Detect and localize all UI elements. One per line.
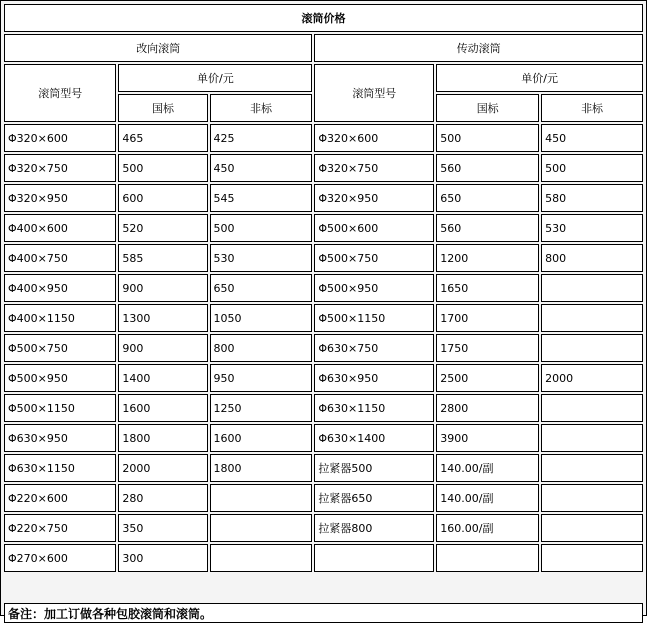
table-row [4,214,643,242]
table-row [4,154,643,182]
right-model-cell: Φ500×950 [314,274,434,302]
left-model-cell: Φ320×950 [4,184,116,212]
right-national-price: 140.00/副 [436,484,539,512]
left-national-price: 900 [118,274,207,302]
left-nonstandard-price: 545 [210,184,313,212]
right-national-price: 1650 [436,274,539,302]
table-row [4,334,643,362]
right-national-price: 500 [436,124,539,152]
left-national-price: 900 [118,334,207,362]
right-nonstandard-price [541,274,643,302]
left-nonstandard-price: 425 [210,124,313,152]
right-nonstandard-price [541,304,643,332]
left-nonstandard-price [210,484,313,512]
left-model-cell: Φ500×950 [4,364,116,392]
table-row [4,124,643,152]
left-nonstandard-price: 1050 [210,304,313,332]
left-nonstandard-price: 1250 [210,394,313,422]
right-nonstandard-price [541,514,643,542]
right-model-cell: 拉紧器500 [314,454,434,482]
left-nonstandard-header: 非标 [210,94,313,122]
left-national-price: 300 [118,544,207,572]
right-nonstandard-price: 450 [541,124,643,152]
left-nonstandard-price: 530 [210,244,313,272]
left-model-cell: Φ400×950 [4,274,116,302]
table-row [4,424,643,452]
right-national-price: 650 [436,184,539,212]
left-model-cell: Φ500×750 [4,334,116,362]
left-nonstandard-price [210,544,313,572]
table-row [4,454,643,482]
table-row [4,544,643,572]
right-model-cell: 拉紧器800 [314,514,434,542]
left-nonstandard-price: 1800 [210,454,313,482]
table-row [4,514,643,542]
left-model-cell: Φ630×950 [4,424,116,452]
right-national-price [436,544,539,572]
table-row [4,244,643,272]
right-nonstandard-price [541,424,643,452]
left-national-price: 585 [118,244,207,272]
right-model-cell: Φ320×600 [314,124,434,152]
right-model-cell: Φ630×950 [314,364,434,392]
table-title: 滚筒价格 [4,4,643,32]
spacer [4,574,643,601]
right-nonstandard-price [541,394,643,422]
right-model-cell: Φ500×1150 [314,304,434,332]
right-national-header: 国标 [436,94,539,122]
left-model-cell: Φ500×1150 [4,394,116,422]
left-model-cell: Φ220×750 [4,514,116,542]
right-national-price: 560 [436,154,539,182]
right-model-cell: Φ320×950 [314,184,434,212]
right-nonstandard-price: 500 [541,154,643,182]
right-national-price: 3900 [436,424,539,452]
table-row [4,394,643,422]
left-nonstandard-price [210,514,313,542]
left-nonstandard-price: 950 [210,364,313,392]
left-nonstandard-price: 500 [210,214,313,242]
price-rows [4,124,643,572]
right-model-cell: Φ630×1150 [314,394,434,422]
right-model-cell [314,544,434,572]
right-national-price: 140.00/副 [436,454,539,482]
table-row [4,364,643,392]
left-national-price: 1600 [118,394,207,422]
left-national-price: 280 [118,484,207,512]
left-national-header: 国标 [118,94,207,122]
left-model-cell: Φ400×750 [4,244,116,272]
left-national-price: 1400 [118,364,207,392]
left-model-cell: Φ320×750 [4,154,116,182]
right-nonstandard-price [541,544,643,572]
right-section-header: 传动滚筒 [314,34,643,62]
left-national-price: 350 [118,514,207,542]
right-national-price: 2500 [436,364,539,392]
right-national-price: 1750 [436,334,539,362]
table-row [4,274,643,302]
left-national-price: 600 [118,184,207,212]
left-national-price: 520 [118,214,207,242]
left-nonstandard-price: 1600 [210,424,313,452]
left-national-price: 500 [118,154,207,182]
left-nonstandard-price: 800 [210,334,313,362]
left-model-cell: Φ630×1150 [4,454,116,482]
right-model-cell: Φ500×750 [314,244,434,272]
left-model-cell: Φ400×600 [4,214,116,242]
right-model-cell: Φ630×750 [314,334,434,362]
left-model-cell: Φ220×600 [4,484,116,512]
right-nonstandard-price: 2000 [541,364,643,392]
table-row [4,484,643,512]
right-unit-price-header: 单价/元 [436,64,643,92]
right-nonstandard-price [541,454,643,482]
right-national-price: 560 [436,214,539,242]
right-national-price: 160.00/副 [436,514,539,542]
right-nonstandard-header: 非标 [541,94,643,122]
left-nonstandard-price: 450 [210,154,313,182]
right-model-header: 滚筒型号 [314,64,434,122]
left-model-cell: Φ270×600 [4,544,116,572]
right-model-cell: Φ630×1400 [314,424,434,452]
right-nonstandard-price: 530 [541,214,643,242]
left-national-price: 1300 [118,304,207,332]
right-nonstandard-price: 580 [541,184,643,212]
left-unit-price-header: 单价/元 [118,64,312,92]
left-national-price: 1800 [118,424,207,452]
left-section-header: 改向滚筒 [4,34,312,62]
left-national-price: 2000 [118,454,207,482]
right-nonstandard-price: 800 [541,244,643,272]
right-model-cell: Φ320×750 [314,154,434,182]
left-model-cell: Φ400×1150 [4,304,116,332]
right-national-price: 1200 [436,244,539,272]
price-table [2,2,645,625]
table-row [4,304,643,332]
footnote: 备注：加工订做各种包胶滚筒和滚筒。 [4,603,643,623]
right-nonstandard-price [541,334,643,362]
right-model-cell: Φ500×600 [314,214,434,242]
right-national-price: 1700 [436,304,539,332]
right-national-price: 2800 [436,394,539,422]
left-model-cell: Φ320×600 [4,124,116,152]
left-nonstandard-price: 650 [210,274,313,302]
left-national-price: 465 [118,124,207,152]
table-row [4,184,643,212]
left-model-header: 滚筒型号 [4,64,116,122]
right-nonstandard-price [541,484,643,512]
right-model-cell: 拉紧器650 [314,484,434,512]
